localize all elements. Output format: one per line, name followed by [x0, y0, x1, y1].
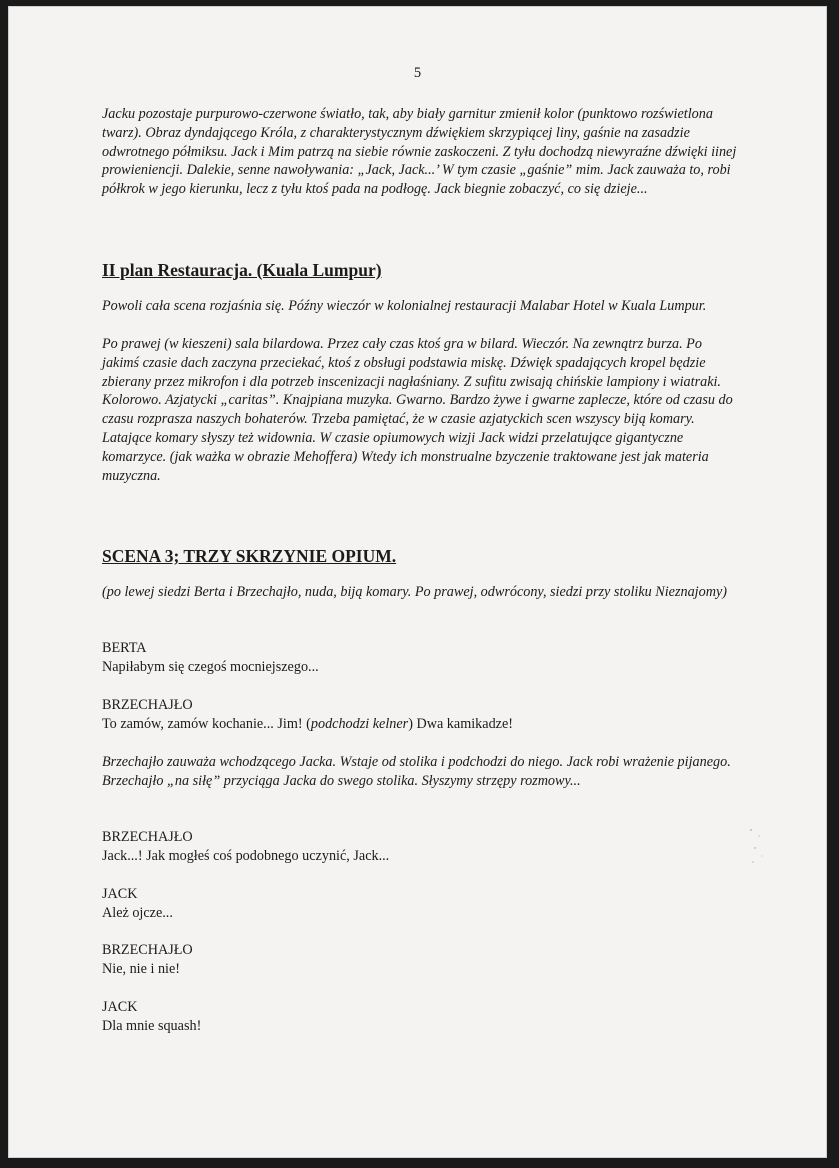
- speaker-name: JACK: [102, 999, 138, 1015]
- stage-direction-paragraph: Po prawej (w kieszeni) sala bilardowa. Przez cały czas ktoś gra w bilard. Wieczór. Na zewnątrz burza. Po jakimś czasie dach zaczyna przeciekać, ktoś z obsługi podstawia miskę. Dźwięk spadających kropel będzie zbierany przez mikrofon i dla potrzeb inscenizacji nagłaśniany. Z sufitu zwisają chińskie lampiony i wiatraki. Kolorowo. Azjatycki „caritas”. Knajpiana muzyka. Gwarno. Bardzo żywe i gwarne zaplecze, które od czasu do czasu rozprasza naszych bohaterów. Trzeba pamiętać, że w czasie azjatyckich scen wszyscy biją komary. Latające komary słyszy też widownia. W czasie opiumowych wizji Jack widzi przelatujące gigantyczne komarzyce. (jak ważka w obrazie Mehoffera) Wtedy ich monstrualne bzyczenie traktowane jest jak materia muzyczna.: [102, 336, 733, 484]
- paper-sheet: [8, 6, 827, 1158]
- speaker-name: BRZECHAJŁO: [102, 697, 193, 713]
- dialogue-inline-direction: podchodzi kelner: [310, 716, 409, 732]
- stage-direction-paragraph: Powoli cała scena rozjaśnia się. Późny wieczór w kolonialnej restauracji Malabar Hotel w Kuala Lumpur.: [102, 298, 707, 314]
- speaker-name: BRZECHAJŁO: [102, 829, 193, 845]
- dialogue-line: Nie, nie i nie!: [102, 961, 181, 977]
- dialogue-line: Ależ ojcze...: [102, 905, 173, 921]
- speaker-name: BERTA: [102, 640, 147, 656]
- section-heading-restauracja: II plan Restauracja. (Kuala Lumpur): [102, 260, 382, 280]
- dialogue-text: To zamów, zamów kochanie... Jim! (: [102, 716, 311, 732]
- dialogue-line: [102, 715, 742, 734]
- scene-direction: (po lewej siedzi Berta i Brzechajło, nuda, biją komary. Po prawej, odwrócony, siedzi przy stoliku Nieznajomy): [102, 584, 727, 600]
- speaker-name: JACK: [102, 886, 138, 902]
- document-page: [8, 6, 827, 1158]
- dialogue-line: Dla mnie squash!: [102, 1018, 202, 1034]
- dialogue-line: Napiłabym się czegoś mocniejszego...: [102, 659, 319, 675]
- dialogue-line: Jack...! Jak mogłeś coś podobnego uczynić, Jack...: [102, 848, 390, 864]
- stage-direction-paragraph: Brzechajło zauważa wchodzącego Jacka. Wstaje od stolika i podchodzi do niego. Jack robi wrażenie pijanego. Brzechajło „na siłę” przyciąga Jacka do swego stolika. Słyszymy strzępy rozmowy...: [102, 754, 731, 789]
- dialogue-text: ) Dwa kamikadze!: [408, 716, 513, 732]
- speaker-name: BRZECHAJŁO: [102, 942, 193, 958]
- scan-specks: [747, 826, 767, 866]
- scene-heading: SCENA 3; TRZY SKRZYNIE OPIUM.: [102, 546, 397, 566]
- page-number: 5: [413, 65, 422, 81]
- intro-paragraph: Jacku pozostaje purpurowo-czerwone światło, tak, aby biały garnitur zmienił kolor (punktowo rozświetlona twarz). Obraz dyndającego Króla, z charakterystycznym dźwiękiem skrzypiącej liny, gaśnie na zasadzie odwrotnego półmiksu. Jack i Mim patrzą na siebie równie zaskoczeni. Z tyłu dochodzą niewyraźne dźwięki iinej prowieniencji. Dalekie, senne nawoływania: „Jack, Jack...’ W tym czasie „gaśnie” mim. Jack zauważa to, robi półkrok w jego kierunku, lecz z tyłu ktoś pada na podłogę. Jack biegnie zobaczyć, co się dzieje...: [102, 106, 737, 198]
